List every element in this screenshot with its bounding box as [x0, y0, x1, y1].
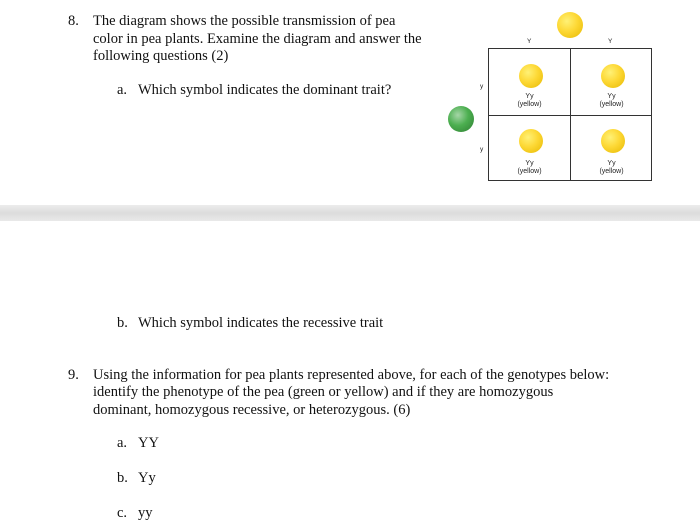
- top-allele-1: Y: [527, 38, 532, 45]
- q9-number: 9.: [68, 367, 79, 383]
- q8-text-line3: following questions (2): [93, 48, 229, 64]
- offspring-yellow-pea-icon: [519, 129, 543, 153]
- top-allele-2: Y: [608, 38, 613, 45]
- parent-yellow-pea-icon: [557, 12, 583, 38]
- offspring-yellow-pea-icon: [601, 129, 625, 153]
- punnett-cell-phenotype: (yellow): [517, 168, 542, 175]
- q8-text-line1: The diagram shows the possible transmission of pea: [93, 13, 396, 29]
- parent-green-pea-icon: [448, 106, 474, 132]
- punnett-cell-genotype: Yy: [607, 160, 616, 167]
- q9-item-label: a.: [117, 435, 128, 451]
- page-divider: [0, 205, 700, 221]
- punnett-cell-phenotype: (yellow): [599, 168, 624, 175]
- q8a-label: a.: [117, 82, 128, 98]
- punnett-cell-phenotype: (yellow): [599, 101, 624, 108]
- side-allele-1: y: [480, 83, 484, 90]
- punnett-cell-phenotype: (yellow): [517, 101, 542, 108]
- offspring-yellow-pea-icon: [601, 64, 625, 88]
- q9-text-line2: identify the phenotype of the pea (green or yellow) and if they are homozygous: [93, 384, 554, 400]
- q8b-text: Which symbol indicates the recessive trait: [138, 315, 384, 331]
- q9-item-label: c.: [117, 505, 128, 521]
- side-allele-2: y: [480, 146, 484, 153]
- punnett-cell-genotype: Yy: [525, 93, 534, 100]
- q9-item-genotype: yy: [138, 505, 153, 521]
- punnett-cell-genotype: Yy: [525, 160, 534, 167]
- q8-number: 8.: [68, 13, 79, 29]
- q9-text-line3: dominant, homozygous recessive, or heterozygous. (6): [93, 402, 411, 418]
- q9-text-line1: Using the information for pea plants represented above, for each of the genotypes below:: [93, 367, 610, 383]
- punnett-square: [488, 48, 652, 181]
- grid-divider-horizontal: [489, 115, 651, 116]
- q8a-text: Which symbol indicates the dominant trait?: [138, 82, 392, 98]
- q8b-label: b.: [117, 315, 128, 331]
- q9-item-label: b.: [117, 470, 128, 486]
- offspring-yellow-pea-icon: [519, 64, 543, 88]
- q8-text-line2: color in pea plants. Examine the diagram and answer the: [93, 31, 422, 47]
- punnett-cell-genotype: Yy: [607, 93, 616, 100]
- q9-item-genotype: Yy: [138, 470, 156, 486]
- q9-item-genotype: YY: [138, 435, 159, 451]
